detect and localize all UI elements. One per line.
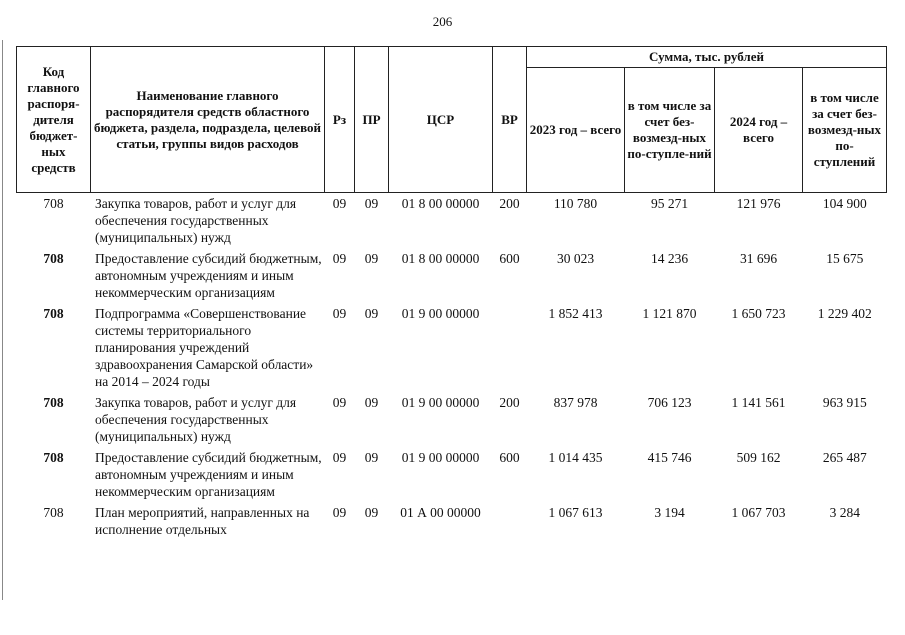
cell-2023-free: 415 746 xyxy=(647,450,692,465)
cell-csr: 01 А 00 00000 xyxy=(400,505,481,520)
table-row xyxy=(17,250,887,305)
table-row xyxy=(17,504,887,542)
cell-rz: 09 xyxy=(332,251,347,266)
cell-2023-free: 1 121 870 xyxy=(642,306,697,321)
cell-2023-total: 110 780 xyxy=(553,196,598,211)
cell-pr: 09 xyxy=(364,450,379,465)
cell-vr: 200 xyxy=(499,395,520,410)
cell-2023-total: 1 067 613 xyxy=(548,505,603,520)
header-code: Код главного распоря-дителя бюджет-ных средств xyxy=(17,47,91,193)
cell-vr: 600 xyxy=(499,251,520,266)
cell-vr xyxy=(493,305,527,394)
cell-2023-total: 1 014 435 xyxy=(548,450,603,465)
cell-2024-total: 1 650 723 xyxy=(731,306,786,321)
header-name: Наименование главного распорядителя средств областного бюджета, раздела, подраздела, целевой статьи, группы видов расходов xyxy=(91,47,325,193)
cell-code: 708 xyxy=(43,306,64,321)
table-row xyxy=(17,449,887,504)
cell-name: План мероприятий, направленных на исполнение отдельных xyxy=(95,505,310,537)
header-2024-free: в том числе за счет без-возмезд-ных по-ступлений xyxy=(803,68,887,193)
cell-2023-total: 1 852 413 xyxy=(548,306,603,321)
cell-rz: 09 xyxy=(332,196,347,211)
cell-2024-free: 3 284 xyxy=(829,505,860,520)
cell-code: 708 xyxy=(43,251,64,266)
cell-csr: 01 8 00 00000 xyxy=(401,251,480,266)
cell-name: Закупка товаров, работ и услуг для обеспечения государственных (муниципальных) нужд xyxy=(95,395,297,444)
cell-vr: 200 xyxy=(499,196,520,211)
cell-pr: 09 xyxy=(364,505,379,520)
cell-rz: 09 xyxy=(332,306,347,321)
cell-name: Предоставление субсидий бюджетным, автономным учреждениям и иным некоммерческим организациям xyxy=(95,251,322,300)
cell-pr: 09 xyxy=(364,306,379,321)
header-2024-total: 2024 год – всего xyxy=(715,68,803,193)
cell-code: 708 xyxy=(43,196,64,211)
cell-vr xyxy=(493,504,527,542)
header-rz: Рз xyxy=(325,47,355,193)
cell-2023-free: 95 271 xyxy=(650,196,689,211)
header-csr: ЦСР xyxy=(389,47,493,193)
budget-table xyxy=(16,46,887,542)
header-2023-free: в том числе за счет без-возмезд-ных по-ступле-ний xyxy=(625,68,715,193)
cell-2024-free: 1 229 402 xyxy=(817,306,872,321)
cell-name: Предоставление субсидий бюджетным, автономным учреждениям и иным некоммерческим организациям xyxy=(95,450,322,499)
cell-pr: 09 xyxy=(364,196,379,211)
cell-2024-total: 509 162 xyxy=(736,450,781,465)
cell-name: Закупка товаров, работ и услуг для обеспечения государственных (муниципальных) нужд xyxy=(95,196,297,245)
cell-2024-total: 1 067 703 xyxy=(731,505,786,520)
page-edge-line xyxy=(2,40,3,600)
cell-vr: 600 xyxy=(499,450,520,465)
cell-pr: 09 xyxy=(364,251,379,266)
cell-csr: 01 8 00 00000 xyxy=(401,196,480,211)
cell-name: Подпрограмма «Совершенствование системы территориального планирования учреждений здравоохранения Самарской области» на 2014 – 2024 годы xyxy=(95,306,314,389)
header-vr: ВР xyxy=(493,47,527,193)
table-row xyxy=(17,305,887,394)
cell-csr: 01 9 00 00000 xyxy=(401,450,480,465)
cell-pr: 09 xyxy=(364,395,379,410)
cell-2024-total: 31 696 xyxy=(739,251,778,266)
table-row xyxy=(17,394,887,449)
header-pr: ПР xyxy=(355,47,389,193)
cell-2023-free: 3 194 xyxy=(654,505,685,520)
cell-2023-free: 14 236 xyxy=(650,251,689,266)
cell-2024-free: 265 487 xyxy=(822,450,867,465)
header-2023-total: 2023 год – всего xyxy=(527,68,625,193)
cell-2024-total: 1 141 561 xyxy=(731,395,786,410)
cell-2023-total: 837 978 xyxy=(553,395,598,410)
cell-2024-free: 963 915 xyxy=(822,395,867,410)
cell-csr: 01 9 00 00000 xyxy=(401,395,480,410)
cell-rz: 09 xyxy=(332,395,347,410)
cell-2024-free: 104 900 xyxy=(822,196,867,211)
cell-2023-free: 706 123 xyxy=(647,395,692,410)
cell-code: 708 xyxy=(43,450,64,465)
cell-rz: 09 xyxy=(332,450,347,465)
page-number: 206 xyxy=(432,14,453,29)
cell-csr: 01 9 00 00000 xyxy=(401,306,480,321)
cell-2023-total: 30 023 xyxy=(556,251,595,266)
cell-code: 708 xyxy=(43,395,64,410)
cell-2024-free: 15 675 xyxy=(826,251,864,266)
table-row xyxy=(17,193,887,251)
header-sum: Сумма, тыс. рублей xyxy=(527,47,887,68)
cell-rz: 09 xyxy=(332,505,347,520)
cell-code: 708 xyxy=(43,505,64,520)
cell-2024-total: 121 976 xyxy=(736,196,781,211)
